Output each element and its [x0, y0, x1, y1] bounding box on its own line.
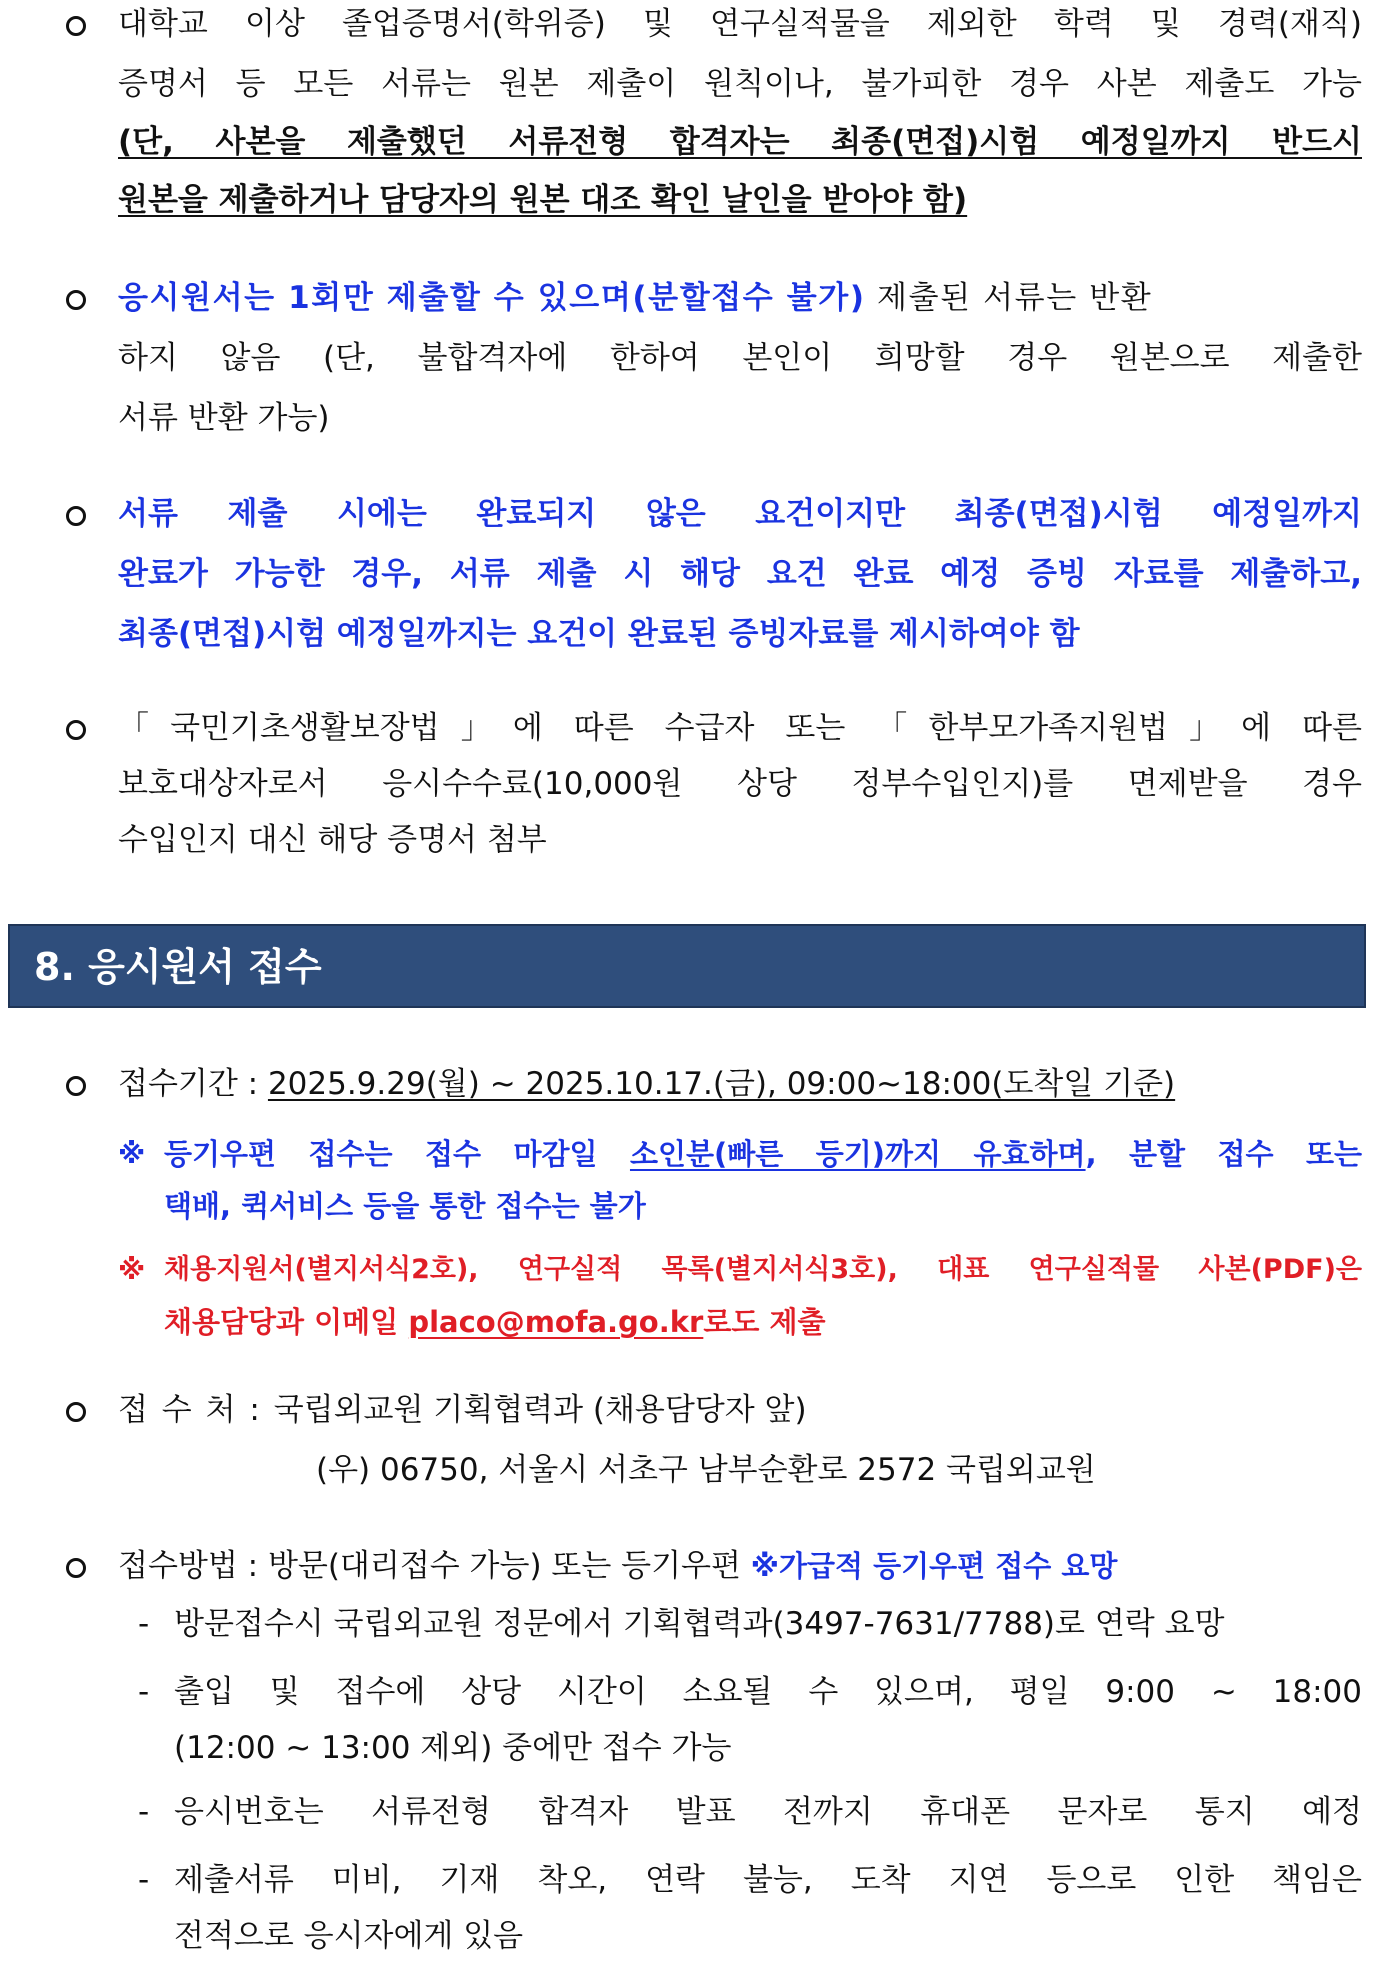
place-label: 접 수 처 :: [118, 1392, 274, 1428]
place-value: 국립외교원 기획협력과 (채용담당자 앞): [273, 1392, 807, 1428]
method-label: 접수방법 :: [118, 1548, 268, 1584]
item-line: 서류 제출 시에는 완료되지 않은 요건이지만 최종(면접)시험 예정일까지: [118, 496, 1362, 532]
item-line: 증명서 등 모든 서류는 원본 제출이 원칙이나, 불가피한 경우 사본 제출도 가능: [118, 66, 1362, 102]
method-bullet: 응시번호는 서류전형 합격자 발표 전까지 휴대폰 문자로 통지 예정: [174, 1794, 1362, 1830]
note-line: 채용지원서(별지서식2호), 연구실적 목록(별지서식3호), 대표 연구실적물 사본(PDF)은: [164, 1254, 1362, 1285]
note-text: , 분할 접수 또는: [1085, 1137, 1363, 1171]
bullet-circle-icon: [66, 1558, 86, 1578]
section-title: 8. 응시원서 접수: [34, 945, 322, 989]
period-value: 2025.9.29(월) ~ 2025.10.17.(금), 09:00~18:00(도착일 기준): [267, 1066, 1176, 1102]
period-label: 접수기간 :: [118, 1066, 268, 1102]
note-line: [164, 1302, 825, 1342]
dash-bullet: -: [138, 1606, 150, 1642]
note-mark: ※: [118, 1253, 146, 1286]
note-text: 등기우편 접수는 접수 마감일: [164, 1137, 630, 1171]
note-line: [164, 1134, 1362, 1174]
method-bullet-cont: 전적으로 응시자에게 있음: [174, 1918, 524, 1954]
bullet-circle-icon: [66, 16, 86, 36]
item-line-emphasis: 원본을 제출하거나 담당자의 원본 대조 확인 날인을 받아야 함): [118, 182, 968, 218]
item-text: 제출된 서류는 반환: [865, 280, 1153, 316]
item-line-emphasis: (단, 사본을 제출했던 서류전형 합격자는 최종(면접)시험 예정일까지 반드시: [118, 124, 1362, 160]
method-line: [118, 1546, 1117, 1586]
note-text: 로도 제출: [703, 1305, 826, 1339]
item-line: 하지 않음 (단, 불합격자에 한하여 본인이 희망할 경우 원본으로 제출한: [118, 340, 1362, 376]
item-line: 수입인지 대신 해당 증명서 첨부: [118, 822, 547, 858]
item-line: 최종(면접)시험 예정일까지는 요건이 완료된 증빙자료를 제시하여야 함: [118, 616, 1080, 652]
bullet-circle-icon: [66, 506, 86, 526]
item-highlight: 응시원서는 1회만 제출할 수 있으며(분할접수 불가): [118, 280, 866, 316]
note-line: 택배, 퀵서비스 등을 통한 접수는 불가: [164, 1189, 646, 1223]
dash-bullet: -: [138, 1794, 150, 1830]
place-address: (우) 06750, 서울시 서초구 남부순환로 2572 국립외교원: [316, 1452, 1096, 1488]
bullet-circle-icon: [66, 720, 86, 740]
item-line: 대학교 이상 졸업증명서(학위증) 및 연구실적물을 제외한 학력 및 경력(재직): [118, 6, 1362, 42]
place-line: [118, 1390, 807, 1430]
period-line: [118, 1064, 1175, 1104]
item-line: 보호대상자로서 응시수수료(10,000원 상당 정부수입인지)를 면제받을 경우: [118, 766, 1362, 802]
method-bullet-cont: (12:00 ~ 13:00 제외) 중에만 접수 가능: [174, 1730, 732, 1766]
method-highlight: ※가급적 등기우편 접수 요망: [750, 1549, 1118, 1583]
note-mark: ※: [118, 1137, 146, 1170]
note-text: 채용담당과 이메일: [164, 1305, 409, 1339]
dash-bullet: -: [138, 1862, 150, 1898]
section-header: [8, 924, 1366, 1008]
note-text-underlined: 소인분(빠른 등기)까지 유효하며: [629, 1137, 1086, 1171]
dash-bullet: -: [138, 1674, 150, 1710]
item-line: 「국민기초생활보장법」에 따른 수급자 또는 「한부모가족지원법」에 따른: [118, 710, 1362, 746]
method-bullet: 방문접수시 국립외교원 정문에서 기획협력과(3497-7631/7788)로 연락 요망: [174, 1606, 1225, 1642]
bullet-circle-icon: [66, 290, 86, 310]
method-bullet: 제출서류 미비, 기재 착오, 연락 불능, 도착 지연 등으로 인한 책임은: [174, 1862, 1362, 1898]
item-line: 완료가 가능한 경우, 서류 제출 시 해당 요건 완료 예정 증빙 자료를 제출하고,: [118, 556, 1362, 592]
item-line: [118, 278, 1152, 318]
method-value: 방문(대리접수 가능) 또는 등기우편: [267, 1548, 751, 1584]
bullet-circle-icon: [66, 1402, 86, 1422]
email-link[interactable]: placo@mofa.go.kr: [408, 1305, 704, 1339]
bullet-circle-icon: [66, 1076, 86, 1096]
method-bullet: 출입 및 접수에 상당 시간이 소요될 수 있으며, 평일 9:00 ~ 18:00: [174, 1674, 1362, 1710]
item-line: 서류 반환 가능): [118, 400, 330, 436]
